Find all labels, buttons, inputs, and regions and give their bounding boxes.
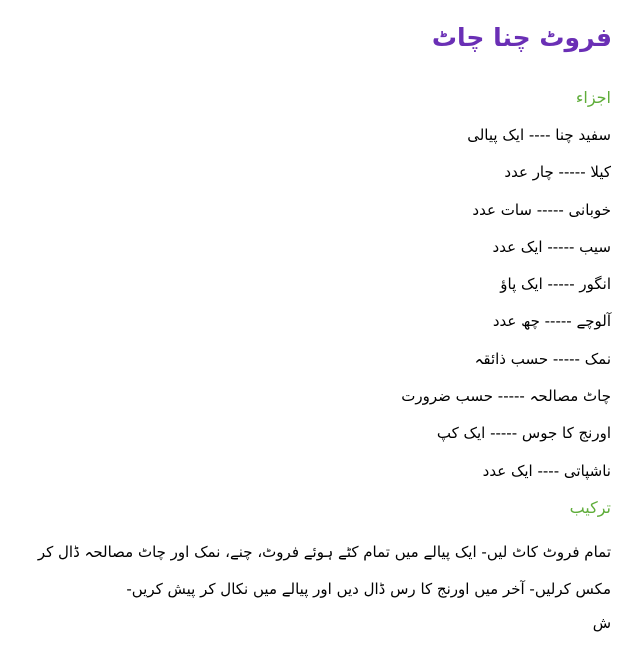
ingredient-item: کیلا ----- چار عدد	[504, 163, 611, 182]
ingredient-item: سیب ----- ایک عدد	[492, 237, 611, 256]
ingredients-heading: اجزاء	[575, 88, 611, 107]
ingredients-list	[401, 124, 611, 497]
ingredient-item: آلوچے ----- چھ عدد	[492, 312, 611, 331]
ingredient-item: اورنج کا جوس ----- ایک کپ	[436, 424, 611, 443]
ingredient-item: چاٹ مصالحہ ----- حسب ضرورت	[401, 387, 611, 406]
method-paragraph: تمام فروٹ کاٹ لیں- ایک پیالے میں تمام کٹے ہوئے فروٹ، چنے، نمک اور چاٹ مصالحہ ڈال کر مکس کرلیں- آخر میں اورنج کا رس ڈال دیں اور پیالے میں نکال کر پیش کریں-	[37, 543, 611, 598]
ingredient-item: نمک ----- حسب ذائقہ	[474, 349, 611, 368]
method-heading: ترکیب	[569, 498, 611, 517]
ingredient-item: خوبانی ----- سات عدد	[472, 200, 611, 219]
ingredient-item: انگور ----- ایک پاؤ	[500, 275, 611, 294]
ingredient-item: سفید چنا ---- ایک پیالی	[467, 126, 611, 144]
author-signature: ش	[592, 614, 611, 632]
ingredient-item: ناشپاتی ---- ایک عدد	[482, 461, 611, 480]
recipe-title: فروٹ چنا چاٹ	[431, 23, 612, 52]
